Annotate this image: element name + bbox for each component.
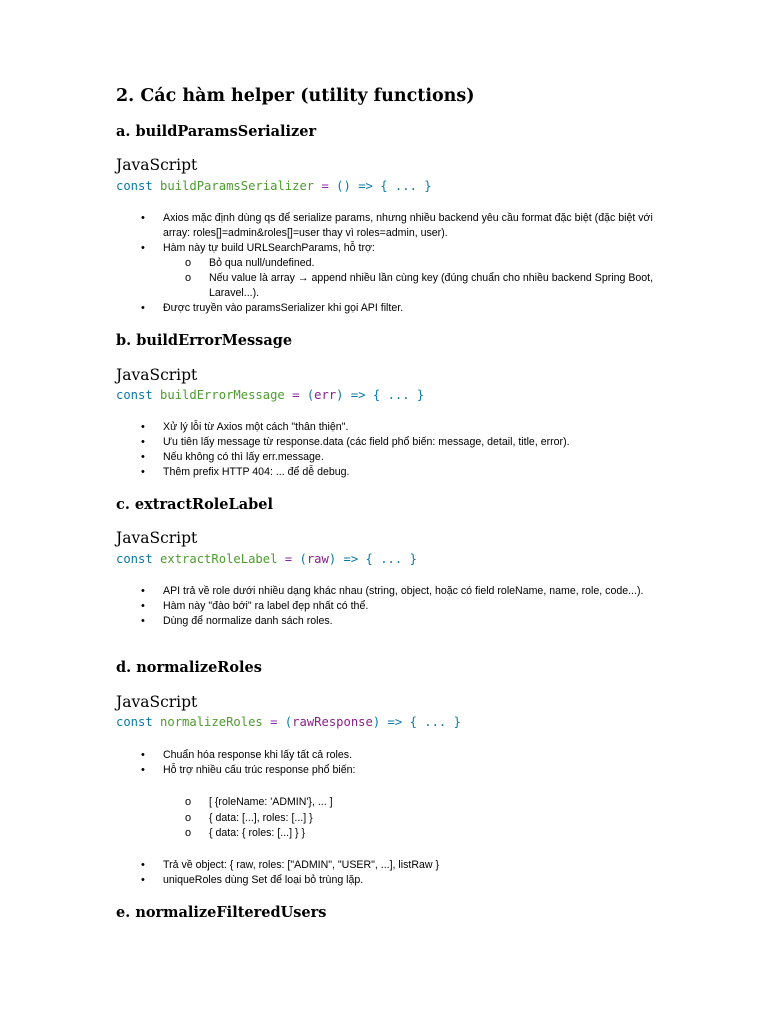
code-arrow: => bbox=[358, 179, 373, 193]
bullet-list bbox=[0, 420, 663, 480]
code-language-label: JavaScript bbox=[116, 529, 198, 547]
list-item: • uniqueRoles dùng Set để loại bỏ trùng lặp. bbox=[0, 873, 663, 888]
section-heading: 2. Các hàm helper (utility functions) bbox=[116, 86, 475, 106]
list-item: • Ưu tiên lấy message từ response.data (các field phổ biến: message, detail, title, error). bbox=[0, 435, 663, 450]
list-item: • Xử lý lỗi từ Axios một cách "thân thiện". bbox=[0, 420, 663, 435]
code-keyword: const bbox=[116, 179, 153, 193]
list-item: • Dùng để normalize danh sách roles. bbox=[0, 614, 663, 629]
code-paren: ( bbox=[299, 552, 307, 566]
code-params: raw bbox=[306, 552, 329, 566]
code-function-name: buildParamsSerializer bbox=[160, 179, 315, 193]
code-language-label: JavaScript bbox=[116, 156, 198, 174]
code-arrow: => bbox=[350, 388, 366, 402]
code-arrow: => bbox=[387, 715, 403, 729]
subsection-title-b: b. buildErrorMessage bbox=[116, 332, 293, 349]
code-body: { ... } bbox=[372, 388, 425, 402]
sub-list-item: o Nếu value là array → append nhiều lần cùng key (đúng chuẩn cho nhiều backend Spring Boot, Laravel...). bbox=[163, 271, 665, 301]
bullet-list bbox=[0, 584, 663, 629]
sub-list-item: o [ {roleName: 'ADMIN'}, ... ] bbox=[0, 795, 629, 811]
subsection-title-a: a. buildParamsSerializer bbox=[116, 123, 317, 140]
code-paren: ) bbox=[372, 715, 381, 729]
code-language-label: JavaScript bbox=[116, 693, 198, 711]
list-item: • Hàm này "đào bới" ra label đẹp nhất có thể. bbox=[0, 599, 663, 614]
list-item: • Được truyền vào paramsSerializer khi gọi API filter. bbox=[0, 301, 663, 316]
list-item-text: Hàm này tự build URLSearchParams, hỗ trợ: bbox=[163, 242, 375, 254]
code-keyword: const bbox=[116, 715, 153, 729]
bullet-list bbox=[0, 858, 663, 888]
code-paren: ) bbox=[328, 552, 337, 566]
code-snippet bbox=[116, 552, 417, 566]
list-item: • Hỗ trợ nhiều cấu trúc response phổ biến: bbox=[0, 763, 663, 778]
list-item: • Thêm prefix HTTP 404: ... để dễ debug. bbox=[0, 465, 663, 480]
code-snippet bbox=[116, 715, 461, 729]
code-snippet bbox=[116, 388, 424, 402]
code-params: rawResponse bbox=[292, 715, 373, 729]
code-arrow: => bbox=[343, 552, 359, 566]
bullet-list bbox=[0, 748, 663, 778]
bullet-list bbox=[0, 211, 663, 316]
code-paren: ( bbox=[306, 388, 315, 402]
code-snippet bbox=[116, 179, 432, 193]
code-function-name: extractRoleLabel bbox=[160, 552, 278, 566]
code-operator: = bbox=[284, 552, 293, 566]
code-keyword: const bbox=[116, 552, 153, 566]
code-paren: ( bbox=[284, 715, 293, 729]
list-item: • Chuẩn hóa response khi lấy tất cả roles. bbox=[0, 748, 663, 763]
code-body: { ... } bbox=[380, 179, 432, 193]
sub-list-item: o { data: [...], roles: [...] } bbox=[0, 811, 629, 827]
code-paren: ) bbox=[336, 388, 344, 402]
code-operator: = bbox=[321, 179, 329, 193]
code-language-label: JavaScript bbox=[116, 366, 198, 384]
list-item: • API trả về role dưới nhiều dạng khác nhau (string, object, hoặc có field roleName, name, role, code...). bbox=[0, 584, 663, 599]
code-body: { ... } bbox=[409, 715, 461, 729]
code-params: err bbox=[314, 388, 337, 402]
code-operator: = bbox=[270, 715, 278, 729]
list-item: • Axios mặc định dùng qs để serialize params, nhưng nhiều backend yêu cầu format đặc biệt (đặc biệt với array: roles[]=admin&roles[]=user thay vì roles=admin, user). bbox=[0, 211, 663, 241]
code-params: () bbox=[336, 179, 351, 193]
subsection-title-c: c. extractRoleLabel bbox=[116, 496, 273, 513]
sub-bullet-list bbox=[0, 795, 629, 842]
list-item: • Nếu không có thì lấy err.message. bbox=[0, 450, 663, 465]
sub-bullet-list bbox=[163, 256, 663, 301]
code-function-name: buildErrorMessage bbox=[160, 388, 285, 402]
subsection-title-e: e. normalizeFilteredUsers bbox=[116, 904, 327, 921]
list-item: • Trả về object: { raw, roles: ["ADMIN", "USER", ...], listRaw } bbox=[0, 858, 663, 873]
code-operator: = bbox=[292, 388, 300, 402]
code-function-name: normalizeRoles bbox=[160, 715, 263, 729]
subsection-title-d: d. normalizeRoles bbox=[116, 659, 262, 676]
list-item bbox=[0, 241, 663, 301]
sub-list-item: o { data: { roles: [...] } } bbox=[0, 826, 629, 842]
code-body: { ... } bbox=[365, 552, 417, 566]
code-keyword: const bbox=[116, 388, 153, 402]
sub-list-item: o Bỏ qua null/undefined. bbox=[163, 256, 665, 271]
